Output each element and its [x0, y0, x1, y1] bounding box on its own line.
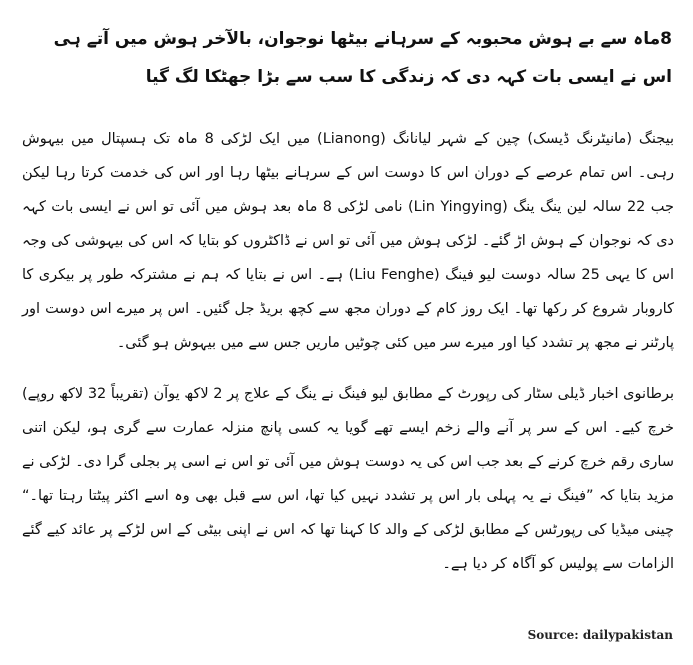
source-credit: Source: dailypakistan — [527, 628, 673, 642]
article-paragraph-1: بیجنگ (مانیٹرنگ ڈیسک) چین کے شہر لیانانگ (Lianong) میں ایک لڑکی 8 ماہ تک ہسپتال میں بیہوش رہی۔ اس تمام عرصے کے دوران اس کا دوست اس کے سرہانے بیٹھا رہا اور اس کی خدمت کرتا رہا لیکن جب 22 سالہ لین ینگ ینگ (Lin Yingying) نامی لڑکی 8 ماہ بعد ہوش میں آئی تو اس نے ایسی بات کہہ دی کہ نوجوان کے ہوش اڑ گئے۔ لڑکی ہوش میں آئی تو اس نے ڈاکٹروں کو بتایا کہ اس کی بیہوشی کی وجہ اس کا یہی 25 سالہ دوست لیو فینگ (Liu Fenghe) ہے۔ اس نے بتایا کہ ہم نے مشترکہ طور پر بیکری کا کاروبار شروع کر رکھا تھا۔ ایک روز کام کے دوران مجھ سے کچھ بریڈ جل گئیں۔ اس پر میرے اس دوست اور پارٹنر نے مجھ پر تشدد کیا اور میرے سر میں کئی چوٹیں ماریں جس سے میں بیہوش ہو گئی۔ — [22, 131, 675, 351]
article-headline: 8ماہ سے بے ہوش محبوبہ کے سرہانے بیٹھا نوجوان، بالآخر ہوش میں آتے ہی اس نے ایسی بات کہہ دی کہ زندگی کا سب سے بڑا جھٹکا لگ گیا — [53, 29, 672, 87]
article-paragraph-2: برطانوی اخبار ڈیلی سٹار کی رپورٹ کے مطابق لیو فینگ نے ینگ کے علاج پر 2 لاکھ یوآن (تقریباً 32 لاکھ روپے) خرچ کیے۔ اس کے سر پر آنے والے زخم ایسے تھے گویا یہ کسی پانچ منزلہ عمارت سے گری ہو، لیکن اتنی ساری رقم خرچ کرنے کے بعد جب اس کی یہ دوست ہوش میں آئی تو اس نے اسی پر بجلی گرا دی۔ لڑکی نے مزید بتایا کہ ”فینگ نے یہ پہلی بار اس پر تشدد نہیں کیا تھا، اس سے قبل بھی وہ اسے اکثر پیٹتا رہتا تھا۔“ چینی میڈیا کی رپورٹس کے مطابق لڑکی کے والد کا کہنا تھا کہ اس نے اپنی بیٹی کے اس لڑکے پر عائد کیے گئے الزامات سے پولیس کو آگاہ کر دیا ہے۔ — [22, 386, 674, 572]
